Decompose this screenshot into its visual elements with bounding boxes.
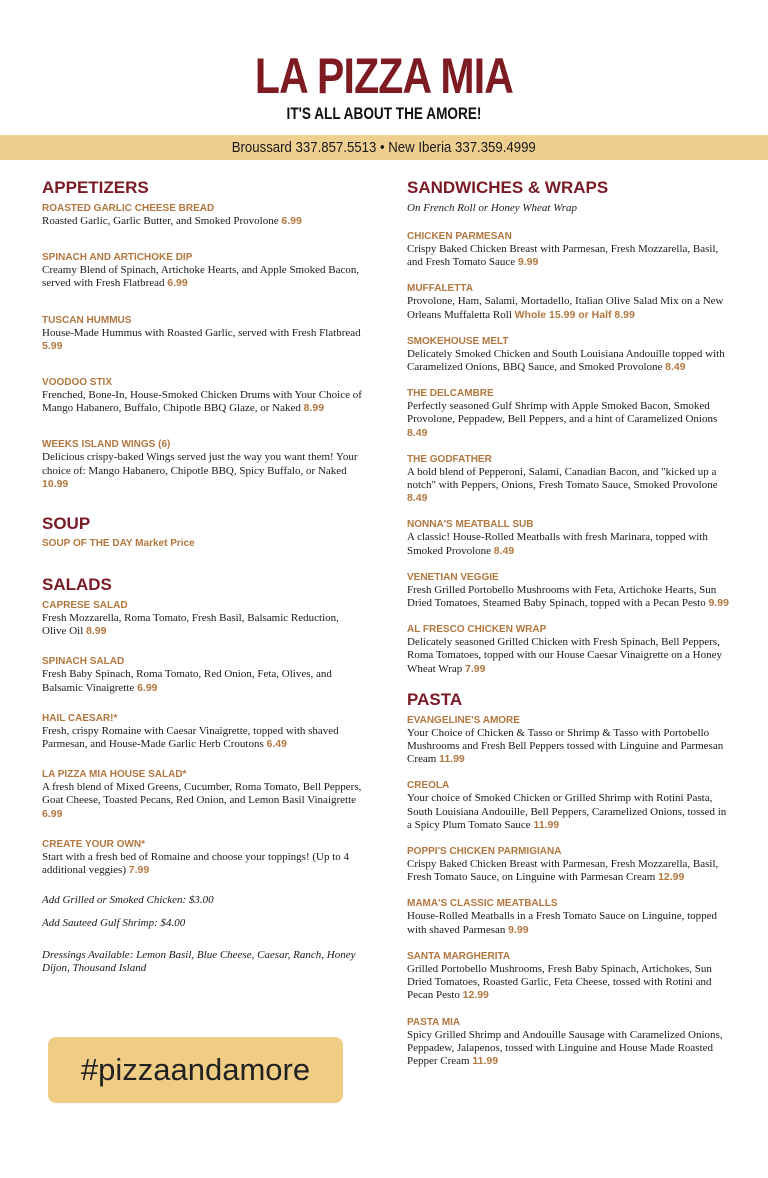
soup-section: [42, 514, 364, 549]
menu-item-name: VOODOO STIX: [42, 377, 113, 389]
hashtag-banner: #pizzaandamore: [48, 1037, 343, 1103]
menu-item-description: [407, 531, 729, 557]
menu-item-name: CAPRESE SALAD: [42, 600, 128, 612]
menu-item-price: 9.99: [517, 256, 539, 269]
menu-item-name: EVANGELINE'S AMORE: [407, 714, 520, 726]
menu-item: [42, 202, 364, 228]
menu-item: [407, 335, 729, 374]
menu-item-name: LA PIZZA MIA HOUSE SALAD*: [42, 769, 187, 781]
menu-item: [42, 599, 364, 638]
description-text: A fresh blend of Mixed Greens, Cucumber, Roma Tomato, Bell Peppers, Goat Cheese, Toasted Pecans, Red Onion, and Lemon Basil Vinaigrette: [42, 781, 362, 807]
menu-item-name: CHICKEN PARMESAN: [407, 231, 512, 242]
menu-item-description: [42, 215, 364, 228]
menu-item-price: 12.99: [462, 989, 489, 1002]
menu-item-description: [42, 264, 364, 290]
right-column: [407, 178, 729, 1082]
menu-item-description: [407, 466, 729, 506]
menu-item: [407, 845, 729, 884]
restaurant-title: LA PIZZA MIA: [254, 48, 514, 104]
section-subtitle: On French Roll or Honey Wheat Wrap: [407, 202, 578, 214]
menu-item-name: SPINACH AND ARTICHOKE DIP: [42, 252, 193, 264]
menu-item-description: [407, 963, 729, 1003]
description-text: Perfectly seasoned Gulf Shrimp with Apple Smoked Bacon, Smoked Provolone, Peppadew, Bell Peppers, and a hint of Caramelized Onions: [407, 400, 718, 426]
menu-item-description: [42, 668, 364, 694]
salad-addon-note: Add Sauteed Gulf Shrimp: $4.00: [42, 917, 186, 930]
menu-item-price: 6.99: [167, 277, 188, 290]
description-text: Start with a fresh bed of Romaine and choose your toppings! (Up to 4 additional veggies): [42, 850, 350, 877]
dressings-note: Dressings Available: Lemon Basil, Blue Cheese, Caesar, Ranch, Honey Dijon, Thousand Island: [42, 948, 356, 974]
description-text: Frenched, Bone-In, House-Smoked Chicken Drums with Your Choice of Mango Habanero, Buffalo, Chipotle BBQ Glaze, or Naked: [42, 389, 362, 415]
menu-item-description: [42, 327, 364, 353]
description-text: Delicately Smoked Chicken and South Louisiana Andouille topped with Caramelized Onions, BBQ Sauce, and Smoked Provolone: [407, 347, 725, 374]
salad-addon-note: Add Grilled or Smoked Chicken: $3.00: [42, 894, 214, 907]
menu-item-price: 8.99: [86, 625, 107, 638]
menu-item-price: 6.99: [42, 807, 63, 820]
menu-item-description: [407, 792, 729, 832]
menu-item: [42, 376, 364, 415]
menu-item-description: [42, 389, 364, 415]
menu-item: [407, 897, 729, 936]
menu-item-description: [42, 612, 364, 638]
menu-item: [407, 387, 729, 440]
menu-item-description: [42, 851, 364, 877]
menu-item-description: [407, 727, 729, 767]
menu-item: [407, 230, 729, 269]
description-text: Grilled Portobello Mushrooms, Fresh Baby Spinach, Artichokes, Sun Dried Tomatoes, Roasted Garlic, Feta Cheese, tossed with Rotini and Pecan Pesto: [407, 962, 712, 1002]
description-text: Roasted Garlic, Garlic Butter, and Smoked Provolone: [42, 215, 279, 227]
menu-item: [42, 251, 364, 290]
description-text: House-Made Hummus with Roasted Garlic, served with Fresh Flatbread: [42, 326, 361, 339]
menu-item-description: [407, 295, 729, 321]
appetizers-section: [42, 178, 364, 491]
salads-section: [42, 575, 364, 975]
sandwiches-section: [407, 178, 729, 676]
description-text: Your choice of Smoked Chicken or Grilled Shrimp with Rotini Pasta, South Louisiana Andouille, Bell Peppers, Caramelized Onions, tossed in a Spicy Plum Tomato Sauce: [407, 792, 727, 831]
menu-item: [407, 623, 729, 676]
menu-item-name: SANTA MARGHERITA: [407, 950, 511, 962]
menu-item-price: 6.99: [281, 215, 302, 227]
menu-item-price: 6.49: [266, 738, 287, 751]
menu-item-name: POPPI'S CHICKEN PARMIGIANA: [407, 846, 562, 858]
description-text: Fresh Mozzarella, Roma Tomato, Fresh Basil, Balsamic Reduction, Olive Oil: [42, 612, 339, 638]
pasta-section: [407, 690, 729, 1068]
menu-item: [407, 714, 729, 767]
menu-item-name: CREATE YOUR OWN*: [42, 838, 145, 850]
description-text: Fresh, crispy Romaine with Caesar Vinaigrette, topped with shaved Parmesan, and House-Made Garlic Herb Croutons: [42, 724, 339, 751]
menu-item-description: [407, 858, 729, 884]
menu-item-name: HAIL CAESAR!*: [42, 712, 118, 724]
menu-item-price: 8.99: [303, 402, 325, 415]
menu-item-name: AL FRESCO CHICKEN WRAP: [407, 624, 547, 636]
menu-item-price: 8.49: [407, 492, 428, 505]
menu-item-description: [42, 451, 364, 491]
section-heading: SALADS: [42, 575, 112, 595]
description-text: Fresh Grilled Portobello Mushrooms with Feta, Artichoke Hearts, Sun Dried Tomatoes, Steamed Baby Spinach, topped with a Pecan Pesto: [407, 583, 717, 610]
locations-banner: [0, 135, 768, 160]
menu-item-price: 8.49: [665, 361, 686, 374]
section-heading: APPETIZERS: [42, 178, 149, 197]
description-text: Delicious crispy-baked Wings served just the way you want them! Your choice of: Mango Habanero, Chipotle BBQ, Spicy Buffalo, or Naked: [42, 451, 358, 477]
locations-phone-numbers: Broussard 337.857.5513 • New Iberia 337.359.4999: [231, 139, 537, 156]
menu-item-price: 7.99: [465, 662, 486, 675]
menu-item: [407, 950, 729, 1003]
menu-item-description: [407, 1029, 729, 1069]
menu-item-price: 6.99: [137, 681, 158, 694]
menu-item: [42, 438, 364, 491]
menu-item-name: VENETIAN VEGGIE: [407, 571, 499, 583]
description-text: House-Rolled Meatballs in a Fresh Tomato Sauce on Linguine, topped with shaved Parmesan: [407, 910, 718, 936]
menu-item: [407, 518, 729, 557]
section-heading: SANDWICHES & WRAPS: [407, 178, 609, 197]
description-text: Your Choice of Chicken & Tasso or Shrimp & Tasso with Portobello Mushrooms and Fresh Bell Peppers tossed with Linguine and Parmesan Cream: [407, 726, 724, 766]
description-text: Creamy Blend of Spinach, Artichoke Hearts, and Apple Smoked Bacon, served with Fresh Flatbread: [42, 264, 360, 290]
menu-item-price: 8.49: [493, 544, 515, 557]
menu-item-price: 12.99: [658, 871, 685, 884]
menu-item-price: 11.99: [533, 818, 560, 831]
menu-item: [407, 282, 729, 321]
menu-item-description: [407, 910, 729, 936]
section-heading: PASTA: [407, 689, 463, 709]
menu-item-name: THE GODFATHER: [407, 453, 492, 465]
menu-item-name: SMOKEHOUSE MELT: [407, 335, 509, 347]
menu-item-description: [407, 636, 729, 676]
menu-item-description: [407, 243, 729, 269]
description-text: Provolone, Ham, Salami, Mortadello, Italian Olive Salad Mix on a New Orleans Muffaletta Roll: [407, 295, 724, 321]
menu-item-description: [42, 781, 364, 821]
description-text: Crispy Baked Chicken Breast with Parmesan, Fresh Mozzarella, Basil, and Fresh Tomato Sauce: [407, 243, 719, 269]
menu-item-name: WEEKS ISLAND WINGS (6): [42, 439, 171, 451]
description-text: A bold blend of Pepperoni, Salami, Canadian Bacon, and "kicked up a notch" with Peppers, Onions, Fresh Tomato Sauce, Smoked Provolone: [407, 465, 718, 492]
menu-item-price: Whole 15.99 or Half 8.99: [514, 308, 635, 321]
menu-item: [42, 655, 364, 694]
menu-item: [42, 314, 364, 353]
menu-item-price: 8.49: [407, 426, 428, 439]
menu-item-price: 7.99: [128, 864, 150, 877]
menu-item-description: [407, 348, 729, 374]
tagline: IT'S ALL ABOUT THE AMORE!: [286, 104, 482, 123]
description-text: A classic! House-Rolled Meatballs with fresh Marinara, topped with Smoked Provolone: [407, 531, 708, 557]
menu-item-name: CREOLA: [407, 780, 450, 792]
soup-of-the-day: SOUP OF THE DAY Market Price: [42, 538, 195, 550]
menu-item-name: ROASTED GARLIC CHEESE BREAD: [42, 203, 215, 214]
menu-item-description: [407, 400, 729, 440]
menu-item-price: 10.99: [42, 477, 69, 490]
menu-item: [42, 838, 364, 877]
description-text: Crispy Baked Chicken Breast with Parmesan, Fresh Mozzarella, Basil, Fresh Tomato Sauce, on Linguine with Parmesan Cream: [407, 858, 719, 884]
description-text: Fresh Baby Spinach, Roma Tomato, Red Onion, Feta, Olives, and Balsamic Vinaigrette: [42, 668, 332, 694]
menu-item-name: MUFFALETTA: [407, 283, 473, 295]
menu-item-price: 11.99: [439, 753, 465, 766]
menu-item: [407, 779, 729, 832]
menu-item-price: 9.99: [708, 597, 729, 610]
menu-item-name: MAMA'S CLASSIC MEATBALLS: [407, 898, 558, 910]
menu-item-name: SPINACH SALAD: [42, 656, 125, 668]
menu-item-description: [42, 725, 364, 751]
menu-item-name: THE DELCAMBRE: [407, 388, 494, 400]
description-text: Spicy Grilled Shrimp and Andouille Sausage with Caramelized Onions, Peppadew, Jalapenos, tossed with Linguine and House Made Roasted Pepper Cream: [407, 1028, 723, 1067]
menu-item-price: 5.99: [42, 339, 63, 352]
menu-item-price: 9.99: [508, 923, 529, 936]
section-heading: SOUP: [42, 514, 91, 534]
description-text: Delicately seasoned Grilled Chicken with Fresh Spinach, Bell Peppers, Roma Tomatoes, topped with our House Caesar Vinaigrette on a Honey Wheat Wrap: [407, 636, 722, 675]
menu-item-price: 11.99: [472, 1054, 499, 1067]
left-column: [42, 178, 364, 989]
menu-item: [407, 453, 729, 506]
menu-item: [407, 571, 729, 610]
menu-item: [42, 768, 364, 821]
menu-item-name: TUSCAN HUMMUS: [42, 314, 132, 326]
menu-item: [42, 712, 364, 751]
menu-item: [407, 1016, 729, 1069]
menu-item-name: NONNA'S MEATBALL SUB: [407, 519, 534, 531]
menu-item-name: PASTA MIA: [407, 1016, 461, 1028]
menu-item-description: [407, 584, 729, 610]
